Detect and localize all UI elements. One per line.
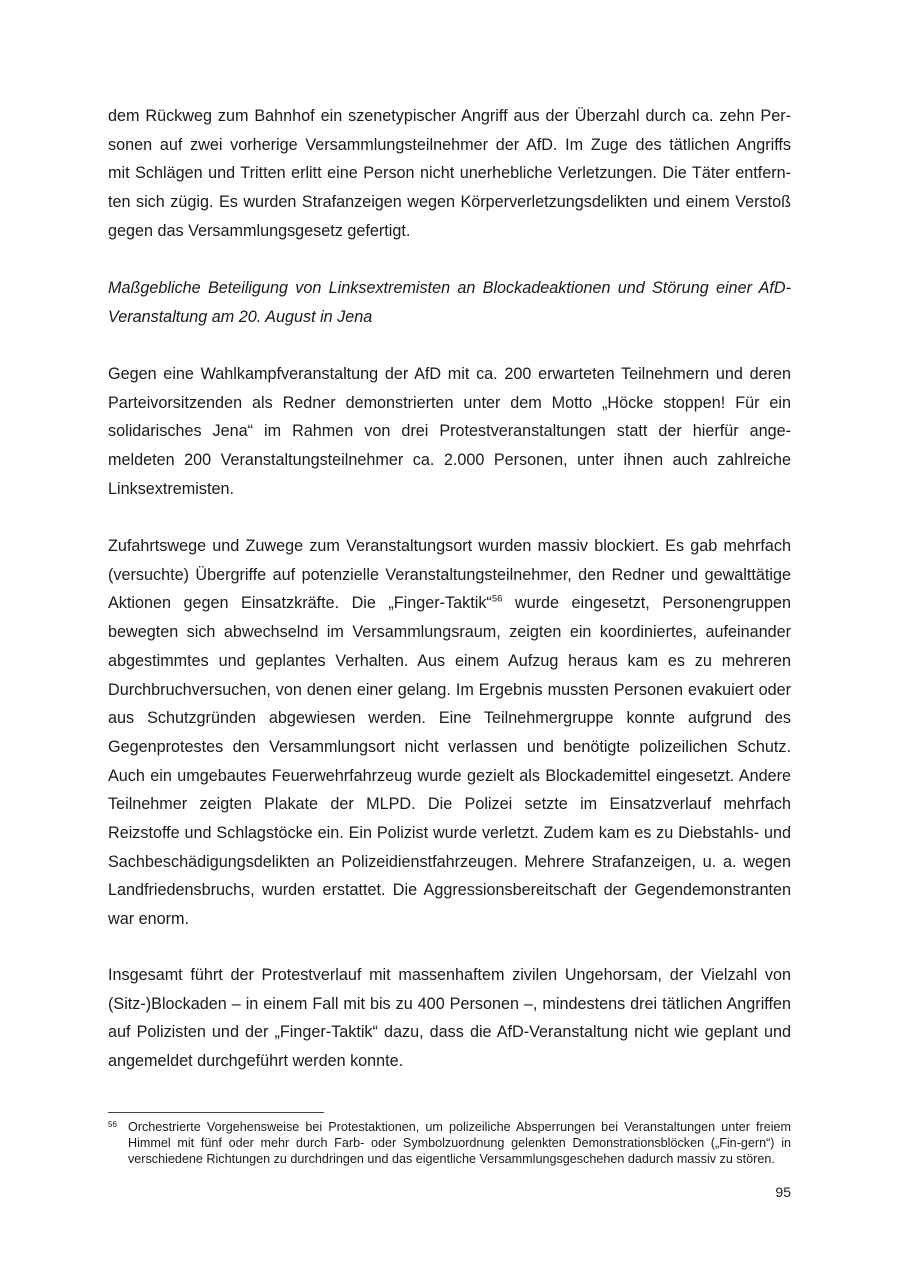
text-line: Reizstoffe und Schlagstöcke ein. Ein Polizist wurde verletzt. Zudem kam es zu Diebstahls- und — [108, 824, 791, 843]
text-line: aus Schutzgründen abgewiesen werden. Eine Teilnehmergruppe konnte aufgrund des — [108, 709, 791, 728]
text-line: Durchbruchversuchen, von denen einer gelang. Im Ergebnis mussten Personen evakuiert oder — [108, 680, 791, 699]
text-line: Linksextremisten. — [108, 479, 234, 498]
text-line: mit Schlägen und Tritten erlitt eine Person nicht unerhebliche Verletzungen. Die Täter entfern- — [108, 164, 791, 183]
footnote — [108, 1120, 791, 1167]
text-line: Landfriedensbruchs, wurden erstattet. Die Aggressionsbereitschaft der Gegendemonstranten — [108, 881, 791, 900]
text-line: auf Polizisten und der „Finger-Taktik“ dazu, dass die AfD-Veranstaltung nicht wie geplant und — [108, 1023, 791, 1042]
text-line: Teilnehmer zeigten Plakate der MLPD. Die Polizei setzte im Einsatzverlauf mehrfach — [108, 795, 791, 814]
paragraph-summary — [108, 961, 791, 1076]
text-segment: Aktionen gegen Einsatzkräfte. Die „Finger-Taktik“ — [108, 594, 492, 613]
heading-line: Maßgebliche Beteiligung von Linksextremisten an Blockadeaktionen und Störung einer AfD- — [108, 279, 791, 297]
text-line: (versuchte) Übergriffe auf potenzielle Veranstaltungsteilnehmer, den Redner und gewalttätige — [108, 565, 791, 584]
footnote-number: 56 — [108, 1120, 117, 1129]
text-line: sonen auf zwei vorherige Versammlungsteilnehmer der AfD. Im Zuge des tätlichen Angriffs — [108, 135, 791, 154]
paragraph-blockades — [108, 532, 791, 934]
text-line: gegen das Versammlungsgesetz gefertigt. — [108, 221, 411, 240]
footnote-separator — [108, 1112, 324, 1113]
text-line: Insgesamt führt der Protestverlauf mit massenhaftem zivilen Ungehorsam, der Vielzahl von — [108, 966, 791, 984]
text-line: Auch ein umgebautes Feuerwehrfahrzeug wurde gezielt als Blockademittel eingesetzt. Andere — [108, 766, 791, 785]
text-line: angemeldet durchgeführt werden konnte. — [108, 1052, 404, 1071]
heading-line: Veranstaltung am 20. August in Jena — [108, 307, 373, 326]
paragraph-attack-report — [108, 102, 791, 246]
paragraph-jena-event — [108, 360, 791, 504]
footnote-text: Orchestrierte Vorgehensweise bei Protestaktionen, um polizeiliche Absperrungen bei Veranstaltungen unter freiem Himmel mit fünf oder mehr durch Farb- oder Symbolzuordnung gelenkten Demonstrationsblöcken („Fin-gern“) in verschiedene Richtungen zu durchdringen und das eigentliche Versammlungsgeschehen dadurch massiv zu stören. — [128, 1120, 791, 1166]
text-segment: wurde eingesetzt, Personengruppen — [502, 594, 791, 613]
text-line: Gegenprotestes den Versammlungsort nicht verlassen und benötigte polizeilichen Schutz. — [108, 737, 791, 756]
text-line: (Sitz-)Blockaden – in einem Fall mit bis zu 400 Personen –, mindestens drei tätlichen Angriffen — [108, 994, 791, 1013]
text-line: abgestimmtes und geplantes Verhalten. Aus einem Aufzug heraus kam es zu mehreren — [108, 651, 791, 670]
section-heading — [108, 274, 791, 331]
text-line: meldeten 200 Veranstaltungsteilnehmer ca. 2.000 Personen, unter ihnen auch zahlreiche — [108, 451, 791, 470]
text-line: bewegten sich abwechselnd im Versammlungsraum, zeigten ein koordiniertes, aufeinander — [108, 623, 791, 642]
page-number: 95 — [775, 1184, 791, 1200]
text-line: war enorm. — [108, 910, 189, 929]
text-line — [108, 589, 791, 618]
text-line: Gegen eine Wahlkampfveranstaltung der AfD mit ca. 200 erwarteten Teilnehmern und deren — [108, 365, 791, 383]
text-line: ten sich zügig. Es wurden Strafanzeigen wegen Körperverletzungsdelikten und einem Verstoß — [108, 193, 791, 212]
text-line: Sachbeschädigungsdelikten an Polizeidienstfahrzeugen. Mehrere Strafanzeigen, u. a. wegen — [108, 852, 791, 871]
footnote-reference[interactable]: 56 — [491, 594, 503, 606]
text-line: solidarisches Jena“ im Rahmen von drei Protestveranstaltungen statt der hierfür ange- — [108, 422, 791, 441]
text-line: Zufahrtswege und Zuwege zum Veranstaltungsort wurden massiv blockiert. Es gab mehrfach — [108, 537, 791, 555]
text-line: Parteivorsitzenden als Redner demonstrierten unter dem Motto „Höcke stoppen! Für ein — [108, 393, 791, 412]
text-line: dem Rückweg zum Bahnhof ein szenetypischer Angriff aus der Überzahl durch ca. zehn Per- — [108, 107, 791, 125]
